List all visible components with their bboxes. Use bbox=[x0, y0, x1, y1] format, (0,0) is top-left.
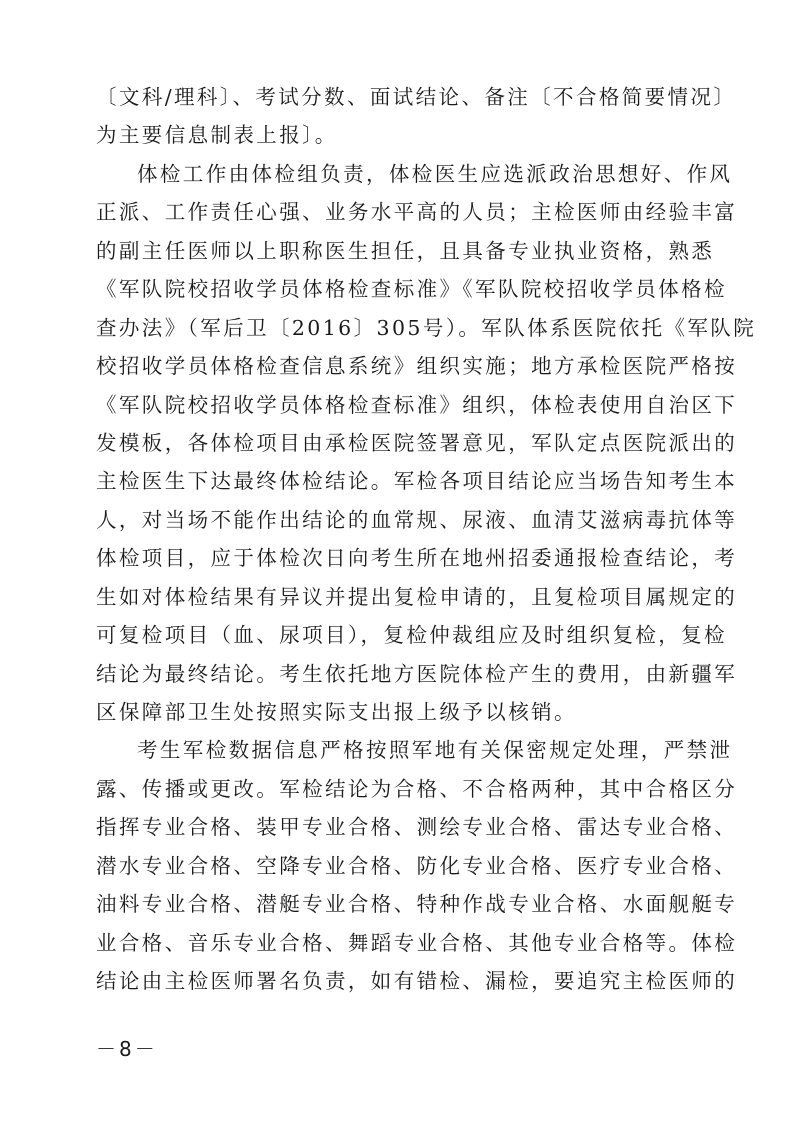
text-line: 考生军检数据信息严格按照军地有关保密规定处理，严禁泄 bbox=[137, 738, 733, 763]
text-line: 结论由主检医师署名负责，如有错检、漏检，要追究主检医师的 bbox=[96, 969, 738, 994]
text-line: 为主要信息制表上报〕。 bbox=[96, 123, 338, 148]
text-line: 校招收学员体格检查信息系统》组织实施；地方承检医院严格按 bbox=[96, 354, 738, 379]
text-line: 露、传播或更改。军检结论为合格、不合格两种，其中合格区分 bbox=[96, 776, 738, 801]
text-line: 体检工作由体检组负责，体检医生应选派政治思想好、作风 bbox=[137, 161, 733, 186]
text-line: 业合格、音乐专业合格、舞蹈专业合格、其他专业合格等。体检 bbox=[96, 930, 738, 955]
text-line: 体检项目，应于体检次日向考生所在地州招委通报检查结论，考 bbox=[96, 546, 738, 571]
text-line: 潜水专业合格、空降专业合格、防化专业合格、医疗专业合格、 bbox=[96, 853, 738, 878]
page-number: －8－ bbox=[96, 1037, 158, 1061]
text-line: 结论为最终结论。考生依托地方医院体检产生的费用，由新疆军 bbox=[96, 661, 738, 686]
text-line: 正派、工作责任心强、业务水平高的人员；主检医师由经验丰富 bbox=[96, 200, 738, 225]
text-line: 指挥专业合格、装甲专业合格、测绘专业合格、雷达专业合格、 bbox=[96, 815, 738, 840]
text-line: 油料专业合格、潜艇专业合格、特种作战专业合格、水面舰艇专 bbox=[96, 892, 738, 917]
paragraph-2 bbox=[96, 155, 757, 732]
text-line: 的副主任医师以上职称医生担任，且具备专业执业资格，熟悉 bbox=[96, 238, 715, 263]
text-line: 发模板，各体检项目由承检医院签署意见，军队定点医院派出的 bbox=[96, 430, 738, 455]
text-line: 生如对体检结果有异议并提出复检申请的，且复检项目属规定的 bbox=[96, 584, 738, 609]
text-line: 区保障部卫生处按照实际支出报上级予以核销。 bbox=[96, 700, 577, 724]
text-line: 查办法》（军后卫〔2016〕305号）。军队体系医院依托《军队院 bbox=[96, 315, 757, 340]
text-line: 可复检项目（血、尿项目），复检仲裁组应及时组织复检，复检 bbox=[96, 623, 727, 648]
text-line: 人，对当场不能作出结论的血常规、尿液、血清艾滋病毒抗体等 bbox=[96, 507, 738, 532]
text-line: 〔文科/理科〕、考试分数、面试结论、备注〔不合格简要情况〕 bbox=[96, 85, 737, 109]
paragraph-3 bbox=[96, 731, 738, 1000]
paragraph-1 bbox=[96, 78, 737, 155]
text-line: 主检医生下达最终体检结论。军检各项目结论应当场告知考生本 bbox=[96, 469, 738, 494]
document-body bbox=[96, 78, 757, 1001]
text-line: 《军队院校招收学员体格检查标准》《军队院校招收学员体格检 bbox=[96, 277, 727, 302]
text-line: 《军队院校招收学员体格检查标准》组织，体检表使用自治区下 bbox=[96, 392, 738, 417]
